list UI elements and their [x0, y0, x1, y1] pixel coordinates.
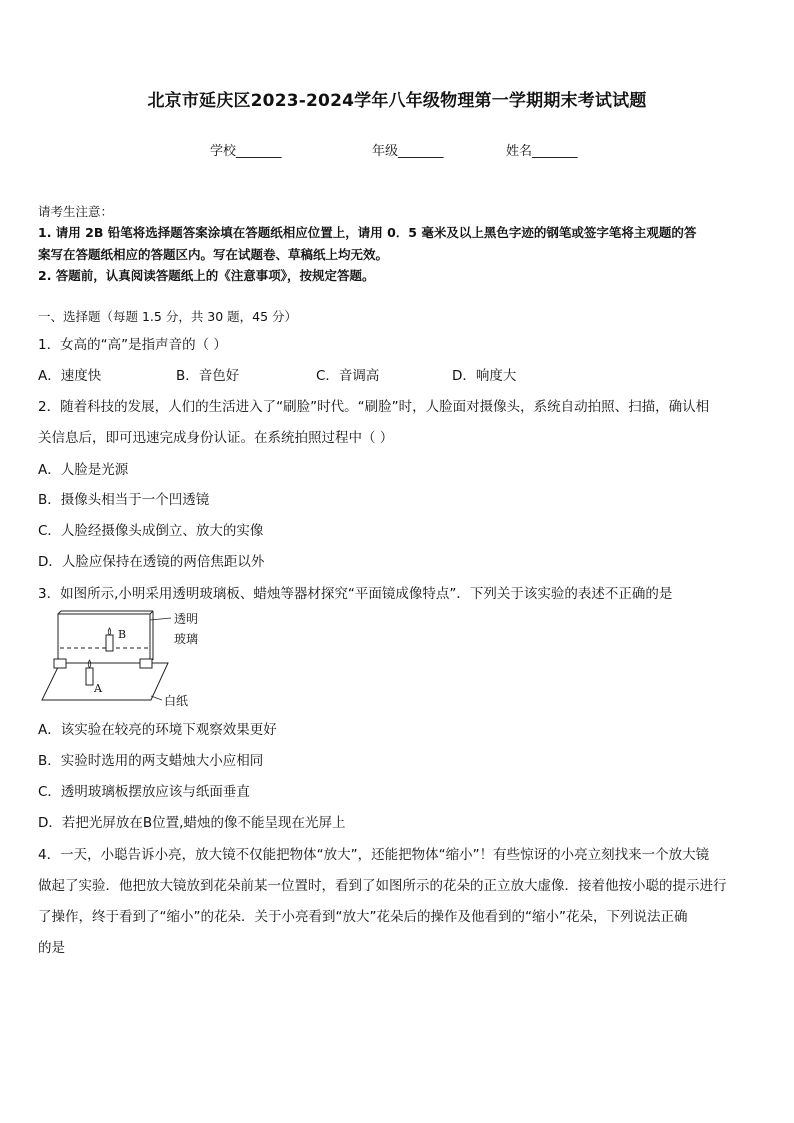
notice-line: 2. 答题前，认真阅读答题纸上的《注意事项》，按规定答题。 [38, 268, 375, 283]
label-b: B [118, 628, 127, 641]
q2-option-d[interactable]: D．人脸应保持在透镜的两倍焦距以外 [38, 554, 265, 570]
q1-option-a[interactable]: A．速度快 [38, 368, 102, 384]
page-title: 北京市延庆区2023-2024学年八年级物理第一学期期末考试试题 [147, 91, 647, 111]
question-1-stem: 1．女高的“高”是指声音的（ ） [38, 337, 227, 353]
q2-option-c[interactable]: C．人脸经摄像头成倒立、放大的实像 [38, 523, 264, 539]
q3-option-d[interactable]: D．若把光屏放在B位置,蜡烛的像不能呈现在光屏上 [38, 815, 346, 831]
q1-option-b[interactable]: B．音色好 [176, 368, 240, 384]
notice-heading: 请考生注意： [38, 204, 114, 219]
stand-left [54, 659, 66, 668]
candle-b-flame [108, 628, 111, 635]
question-4-stem: 的是 [38, 940, 65, 956]
candle-a [86, 668, 93, 685]
section-heading: 一、选择题（每题 1.5 分，共 30 题，45 分） [38, 309, 298, 324]
white-paper-plane [42, 663, 168, 700]
q1-option-c[interactable]: C．音调高 [316, 368, 380, 384]
q3-option-a[interactable]: A．该实验在较亮的环境下观察效果更好 [38, 722, 277, 738]
question-4-stem: 做起了实验．他把放大镜放到花朵前某一位置时，看到了如图所示的花朵的正立放大虚像．接着他按小聪的提示进行 [38, 878, 727, 894]
glass-plate [58, 614, 150, 663]
question-4-stem: 了操作，终于看到了“缩小”的花朵．关于小亮看到“放大”花朵后的操作及他看到的“缩小”花朵，下列说法正确 [38, 909, 688, 925]
school-field[interactable]: 学校_______ [210, 144, 282, 159]
q2-option-b[interactable]: B．摄像头相当于一个凹透镜 [38, 492, 210, 508]
q1-option-d[interactable]: D．响度大 [452, 368, 517, 384]
q3-option-c[interactable]: C．透明玻璃板摆放应该与纸面垂直 [38, 784, 250, 800]
notice-line: 案写在答题纸相应的答题区内。写在试题卷、草稿纸上均无效。 [38, 247, 389, 262]
candle-b [106, 635, 113, 651]
grade-field[interactable]: 年级_______ [372, 144, 444, 159]
candle-a-flame [88, 660, 91, 668]
label-white-paper: 白纸 [164, 694, 189, 708]
question-2-stem: 关信息后，即可迅速完成身份认证。在系统拍照过程中（ ） [38, 430, 394, 446]
notice-line: 1. 请用 2B 铅笔将选择题答案涂填在答题纸相应位置上，请用 0．5 毫米及以上黑色字迹的钢笔或签字笔将主观题的答 [38, 225, 697, 240]
stand-right [140, 659, 152, 668]
question-4-stem: 4．一天，小聪告诉小亮，放大镜不仅能把物体“放大”，还能把物体“缩小”！有些惊讶的小亮立刻找来一个放大镜 [38, 847, 710, 863]
q2-option-a[interactable]: A．人脸是光源 [38, 462, 129, 478]
q3-option-b[interactable]: B．实验时选用的两支蜡烛大小应相同 [38, 753, 264, 769]
question-2-stem: 2．随着科技的发展，人们的生活进入了“刷脸”时代。“刷脸”时，人脸面对摄像头，系统自动拍照、扫描，确认相 [38, 399, 710, 415]
label-glass: 玻璃 [174, 632, 199, 646]
label-glass: 透明 [174, 612, 199, 626]
question-3-stem: 3．如图所示,小明采用透明玻璃板、蜡烛等器材探究“平面镜成像特点”．下列关于该实验的表述不正确的是 [38, 586, 673, 602]
label-a: A [94, 682, 102, 695]
name-field[interactable]: 姓名_______ [506, 144, 578, 159]
